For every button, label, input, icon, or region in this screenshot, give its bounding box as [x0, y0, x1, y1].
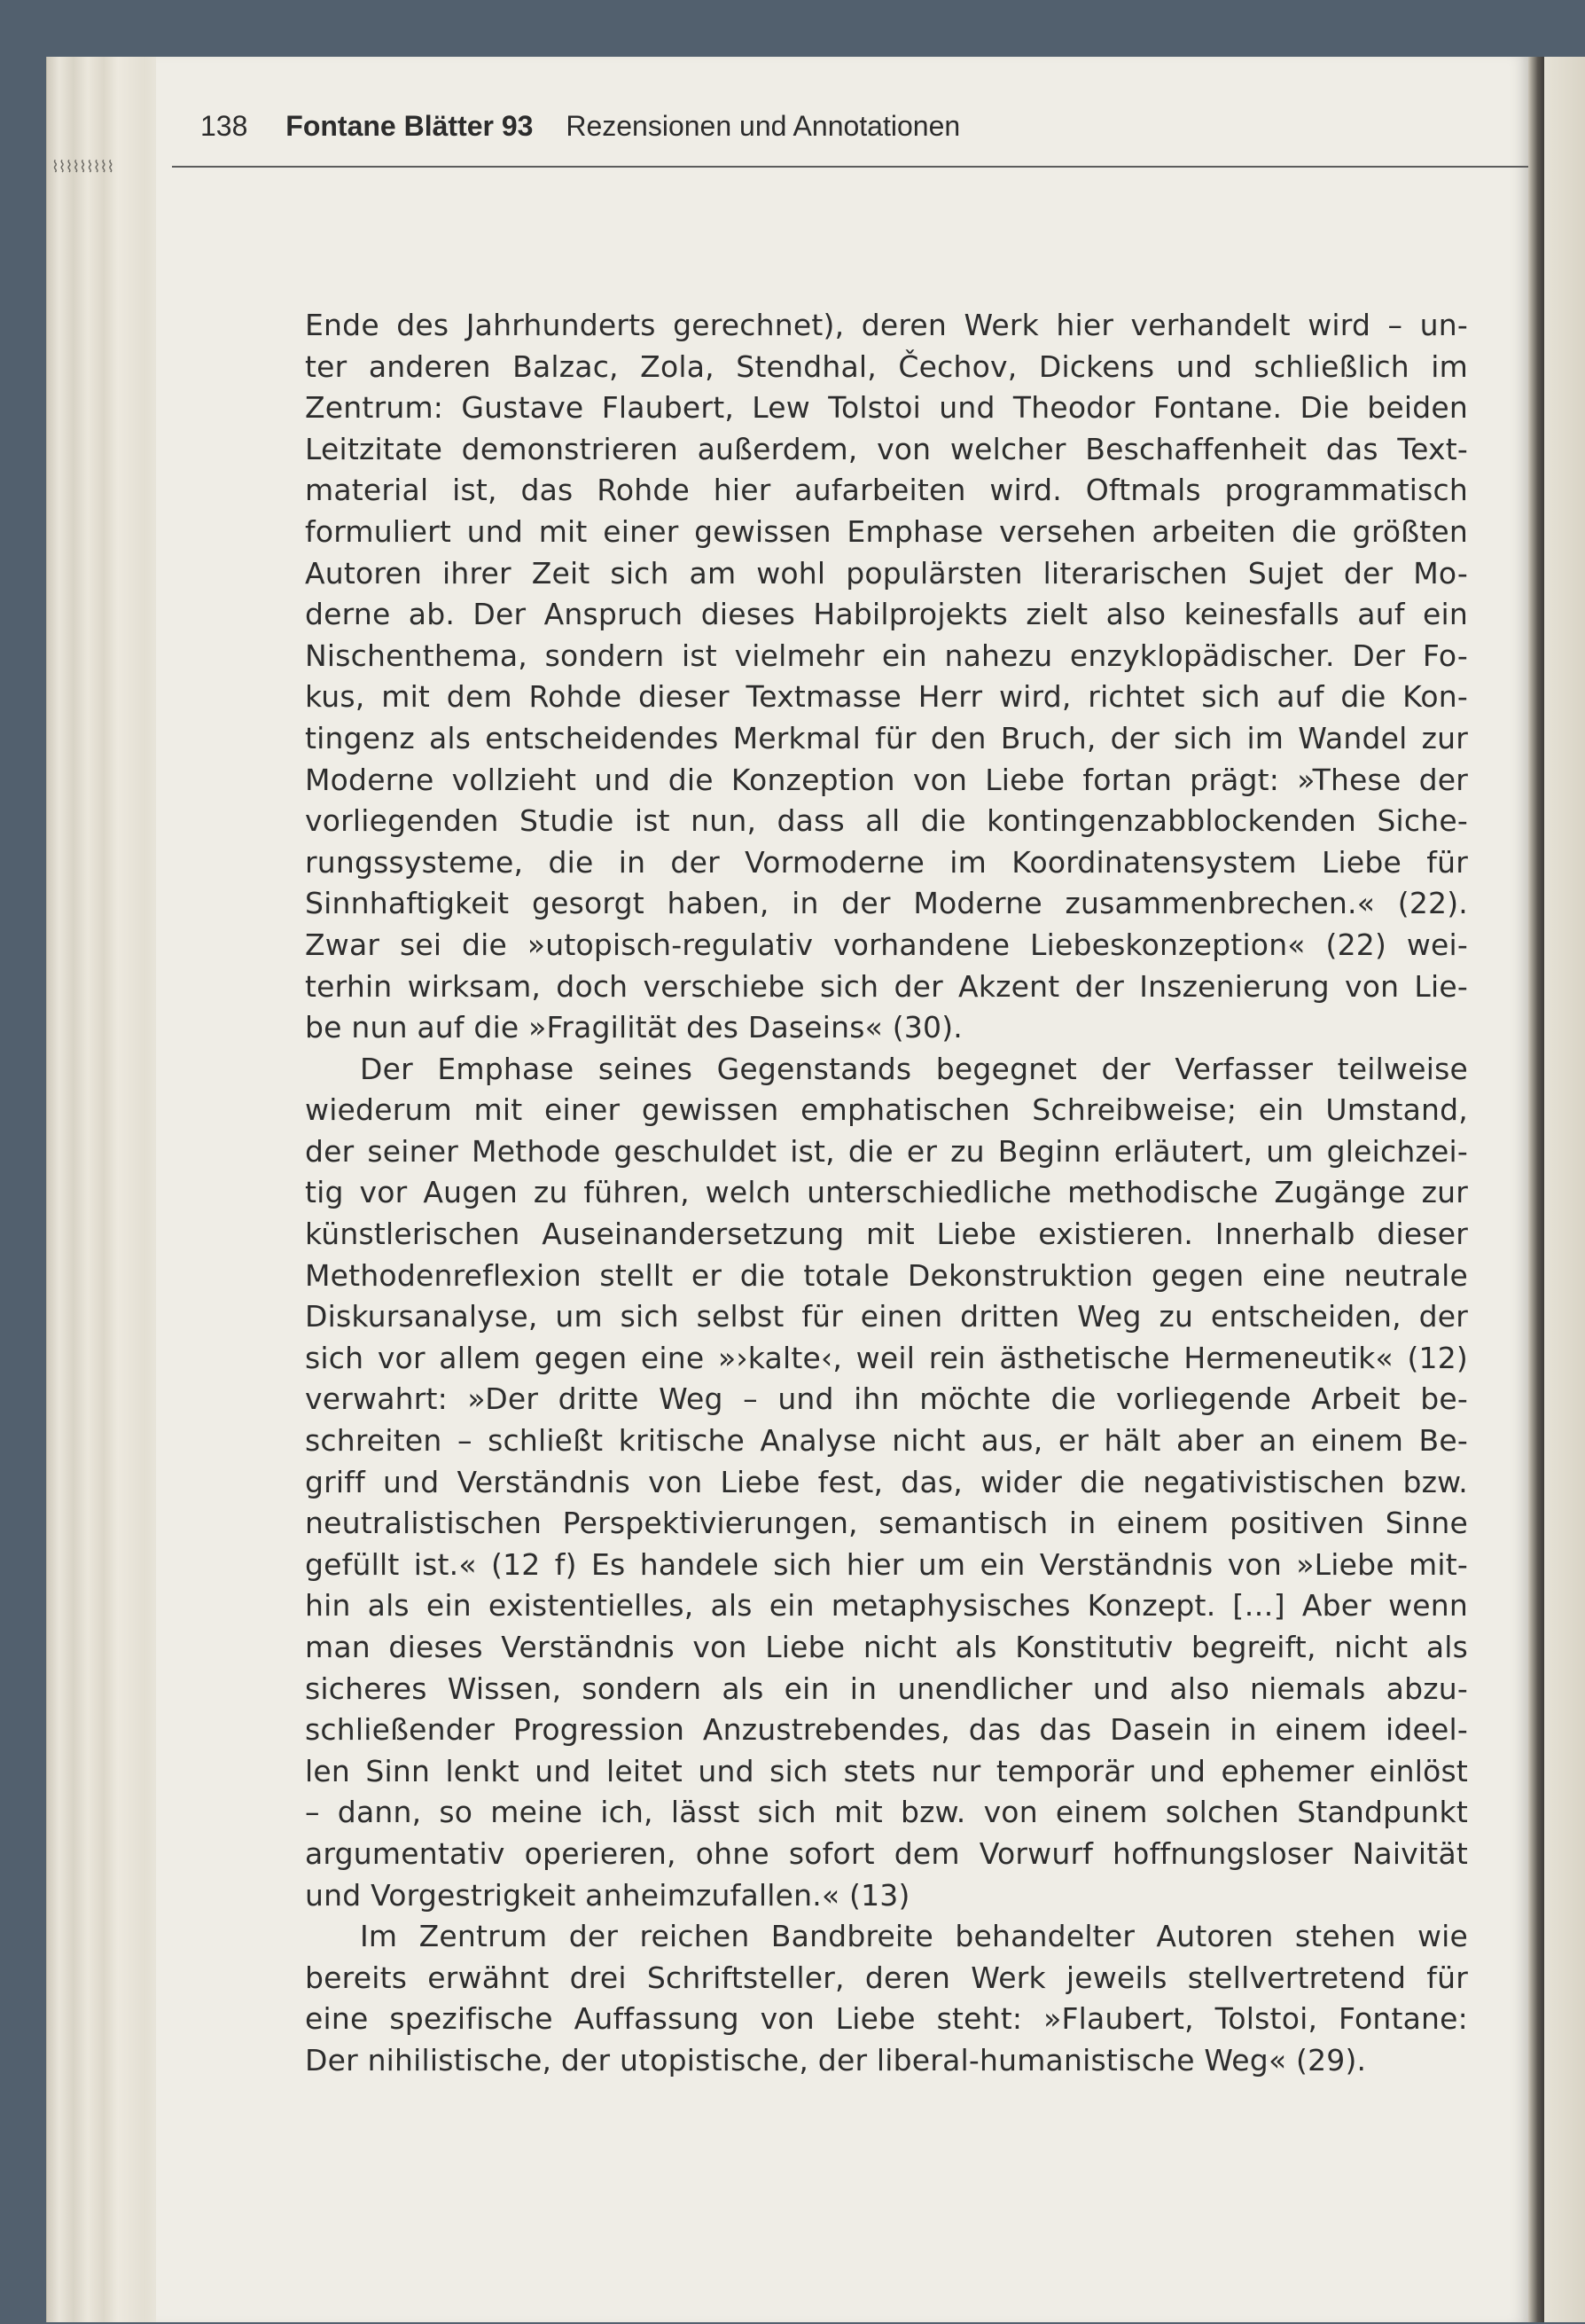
text-line: Autoren ihrer Zeit sich am wohl populärsten literarischen Sujet der Mo-	[305, 555, 1468, 591]
text-line: Ende des Jahrhunderts gerechnet), deren Werk hier verhandelt wird – un-	[305, 308, 1468, 342]
text-line: Sinnhaftigkeit gesorgt haben, in der Moderne zusammenbrechen.« (22).	[305, 886, 1468, 921]
text-line: man dieses Verständnis von Liebe nicht als Konstitutiv begreift, nicht als	[305, 1630, 1468, 1664]
text-line: Der nihilistische, der utopistische, der liberal-humanistische Weg« (29).	[305, 2042, 1367, 2078]
page-number: 138	[200, 110, 248, 142]
text-line: Zwar sei die »utopisch-regulativ vorhandene Liebeskonzeption« (22) wei-	[305, 927, 1468, 962]
section-title: Rezensionen und Annotationen	[566, 110, 961, 142]
text-line: Methodenreflexion stellt er die totale Dekonstruktion gegen eine neutrale	[305, 1257, 1468, 1293]
text-line: künstlerischen Auseinandersetzung mit Liebe existieren. Innerhalb dieser	[305, 1217, 1468, 1252]
text-line: und Vorgestrigkeit anheimzufallen.« (13)	[305, 1877, 910, 1913]
text-line: gefüllt ist.« (12 f) Es handele sich hier um ein Verständnis von »Liebe mit-	[305, 1546, 1468, 1582]
text-line: griff und Verständnis von Liebe fest, das, wider die negativistischen bzw.	[305, 1464, 1468, 1499]
text-line: be nun auf die »Fragilität des Daseins« (30).	[305, 1010, 963, 1045]
facing-page-edge	[1544, 57, 1585, 2322]
text-line: der seiner Methode geschuldet ist, die er zu Beginn erläutert, um gleichzei-	[305, 1133, 1468, 1169]
running-header	[200, 110, 960, 143]
text-line: verwahrt: »Der dritte Weg – und ihn möchte die vorliegende Arbeit be-	[305, 1381, 1468, 1417]
text-line: argumentativ operieren, ohne sofort dem Vorwurf hoffnungsloser Naivität	[305, 1835, 1468, 1871]
text-line: sich vor allem gegen eine »›kalte‹, weil rein ästhetische Hermeneutik« (12)	[305, 1340, 1468, 1375]
journal-title: Fontane Blätter 93	[285, 110, 534, 142]
text-line: tig vor Augen zu führen, welch unterschiedliche methodische Zugänge zur	[305, 1175, 1468, 1210]
text-line: Nischenthema, sondern ist vielmehr ein nahezu enzyklopädischer. Der Fo-	[305, 638, 1468, 673]
text-line: schließender Progression Anzustrebendes, das das Dasein in einem ideel-	[305, 1712, 1468, 1748]
text-line: material ist, das Rohde hier aufarbeiten wird. Oftmals programmatisch	[305, 473, 1468, 508]
text-line: formuliert und mit einer gewissen Emphase versehen arbeiten die größten	[305, 513, 1468, 549]
text-line: schreiten – schließt kritische Analyse nicht aus, er hält aber an einem Be-	[305, 1423, 1468, 1459]
text-line: hin als ein existentielles, als ein metaphysisches Konzept. […] Aber wenn	[305, 1588, 1468, 1624]
text-line: len Sinn lenkt und leitet und sich stets nur temporär und ephemer einlöst	[305, 1753, 1468, 1788]
text-line: rungssysteme, die in der Vormoderne im Koordinatensystem Liebe für	[305, 844, 1468, 880]
book-gutter-shadow	[1528, 57, 1544, 2322]
text-line: eine spezifische Auffassung von Liebe steht: »Flaubert, Tolstoi, Fontane:	[305, 2001, 1468, 2037]
text-line: Leitzitate demonstrieren außerdem, von welcher Beschaffenheit das Text-	[305, 431, 1468, 466]
text-line: tingenz als entscheidendes Merkmal für den Bruch, der sich im Wandel zur	[305, 720, 1468, 755]
header-rule	[172, 166, 1528, 168]
text-line: sicheres Wissen, sondern als ein in unendlicher und also niemals abzu-	[305, 1671, 1468, 1706]
text-line: neutralistischen Perspektivierungen, semantisch in einem positiven Sinne	[305, 1506, 1468, 1541]
body-text	[305, 305, 1468, 2082]
text-line: Diskursanalyse, um sich selbst für einen dritten Weg zu entscheiden, der	[305, 1299, 1468, 1334]
text-line: ter anderen Balzac, Zola, Stendhal, Čechov, Dickens und schließlich im	[305, 348, 1468, 384]
text-line: – dann, so meine ich, lässt sich mit bzw. von einem solchen Standpunkt	[305, 1795, 1468, 1830]
text-line: wiederum mit einer gewissen emphatischen Schreibweise; ein Umstand,	[305, 1092, 1468, 1128]
text-line: Der Emphase seines Gegenstands begegnet der Verfasser teilweise	[360, 1051, 1468, 1086]
text-line: kus, mit dem Rohde dieser Textmasse Herr wird, richtet sich auf die Kon-	[305, 679, 1468, 715]
text-line: vorliegenden Studie ist nun, dass all die kontingenzabblockenden Siche-	[305, 803, 1468, 839]
text-line: Zentrum: Gustave Flaubert, Lew Tolstoi und Theodor Fontane. Die beiden	[305, 390, 1468, 426]
edge-mark: ⌇⌇⌇⌇⌇⌇⌇⌇⌇	[51, 158, 114, 176]
text-line: bereits erwähnt drei Schriftsteller, deren Werk jeweils stellvertretend für	[305, 1960, 1468, 1995]
text-line: derne ab. Der Anspruch dieses Habilprojekts zielt also keinesfalls auf ein	[305, 597, 1468, 632]
text-line: terhin wirksam, doch verschiebe sich der Akzent der Inszenierung von Lie-	[305, 968, 1468, 1004]
text-line: Moderne vollzieht und die Konzeption von Liebe fortan prägt: »These der	[305, 762, 1468, 797]
text-line: Im Zentrum der reichen Bandbreite behandelter Autoren stehen wie	[360, 1919, 1468, 1954]
